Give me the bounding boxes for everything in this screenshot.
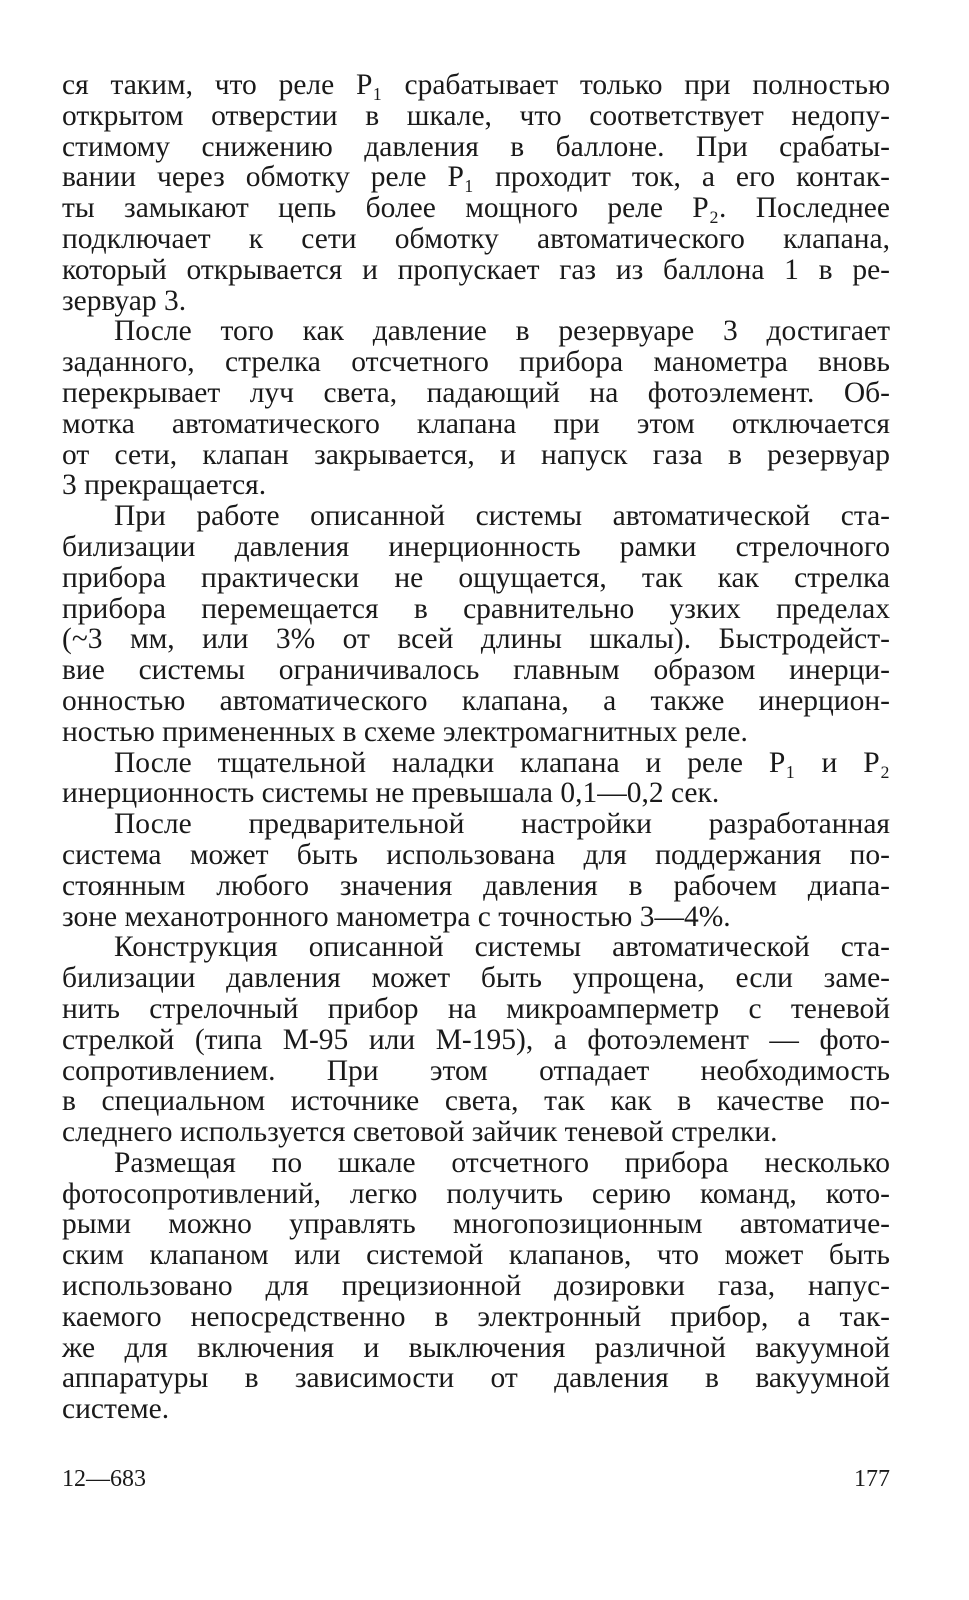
text-body xyxy=(62,70,890,1425)
text-line: После предварительной настройки разработанная xyxy=(114,808,890,841)
text-line: билизации давления инерционность рамки стрелочного xyxy=(62,530,890,563)
paragraph xyxy=(62,501,890,747)
paragraph xyxy=(62,809,890,932)
text-line: же для включения и выключения различной вакуумной xyxy=(62,1331,890,1364)
text-line: ским клапаном или системой клапанов, что может быть xyxy=(62,1239,890,1272)
text-line: зоне механотронного манометра с точностью 3—4%. xyxy=(62,900,731,933)
text-line: При работе описанной системы автоматической ста- xyxy=(114,500,890,533)
text-line: рыми можно управлять многопозиционным автоматиче- xyxy=(62,1208,890,1241)
text-line: После того как давление в резервуаре 3 достигает xyxy=(114,315,890,348)
text-line: каемого непосредственно в электронный прибор, а так- xyxy=(62,1300,890,1333)
page-footer xyxy=(62,1466,890,1493)
text-line: система может быть использована для поддержания по- xyxy=(62,838,890,871)
text-line: заданного, стрелка отсчетного прибора манометра вновь xyxy=(62,346,890,379)
text-line: вие системы ограничивалось главным образом инерци- xyxy=(62,654,890,687)
paragraph xyxy=(62,70,890,316)
text-line: ностью примененных в схеме электромагнитных реле. xyxy=(62,715,748,748)
text-line: следнего используется световой зайчик теневой стрелки. xyxy=(62,1116,778,1149)
printer-signature: 12—683 xyxy=(62,1466,146,1492)
text-line: мотка автоматического клапана при этом отключается xyxy=(62,407,890,440)
text-line: зервуар 3. xyxy=(62,284,187,317)
text-line: фотосопротивлений, легко получить серию команд, кото- xyxy=(62,1177,890,1210)
text-line: который открывается и пропускает газ из баллона 1 в ре- xyxy=(62,253,890,286)
paragraph xyxy=(62,316,890,501)
page-body xyxy=(62,70,890,1425)
text-line: стоянным любого значения давления в рабочем диапа- xyxy=(62,869,890,902)
page-number: 177 xyxy=(854,1466,890,1492)
text-line: сопротивлением. При этом отпадает необходимость xyxy=(62,1054,890,1087)
text-line: подключает к сети обмотку автоматического клапана, xyxy=(62,222,890,255)
text-line: в специальном источнике света, так как в качестве по- xyxy=(62,1085,890,1118)
paragraph xyxy=(62,1148,890,1425)
text-line: вании через обмотку реле P₁ проходит ток, а его контак- xyxy=(62,161,890,194)
text-line: прибора практически не ощущается, так как стрелка xyxy=(62,561,890,594)
text-line: от сети, клапан закрывается, и напуск газа в резервуар xyxy=(62,438,890,471)
text-line: системе. xyxy=(62,1393,170,1426)
text-line: нить стрелочный прибор на микроамперметр с теневой xyxy=(62,992,890,1025)
text-line: После тщательной наладки клапана и реле P₁ и P₂ xyxy=(114,746,890,779)
text-line: использовано для прецизионной дозировки газа, напус- xyxy=(62,1270,890,1303)
text-line: Конструкция описанной системы автоматической ста- xyxy=(114,931,890,964)
text-line: (~3 мм, или 3% от всей длины шкалы). Быстродейст- xyxy=(62,623,890,656)
text-line: аппаратуры в зависимости от давления в вакуумной xyxy=(62,1362,890,1395)
text-line: перекрывает луч света, падающий на фотоэлемент. Об- xyxy=(62,376,890,409)
text-line: 3 прекращается. xyxy=(62,469,267,502)
paragraph xyxy=(62,932,890,1148)
text-line: онностью автоматического клапана, а также инерцион- xyxy=(62,684,890,717)
text-line: ся таким, что реле P₁ срабатывает только при полностью xyxy=(62,69,890,101)
text-line: открытом отверстии в шкале, что соответствует недопу- xyxy=(62,99,890,132)
text-line: прибора перемещается в сравнительно узких пределах xyxy=(62,592,890,625)
text-line: инерционность системы не превышала 0,1—0,2 сек. xyxy=(62,777,720,810)
text-line: стимому снижению давления в баллоне. При срабаты- xyxy=(62,130,890,163)
paragraph xyxy=(62,748,890,810)
text-line: стрелкой (типа М-95 или М-195), а фотоэлемент — фото- xyxy=(62,1023,890,1056)
text-line: ты замыкают цепь более мощного реле P₂. Последнее xyxy=(62,192,890,225)
text-line: билизации давления может быть упрощена, если заме- xyxy=(62,962,890,995)
text-line: Размещая по шкале отсчетного прибора несколько xyxy=(114,1146,890,1179)
